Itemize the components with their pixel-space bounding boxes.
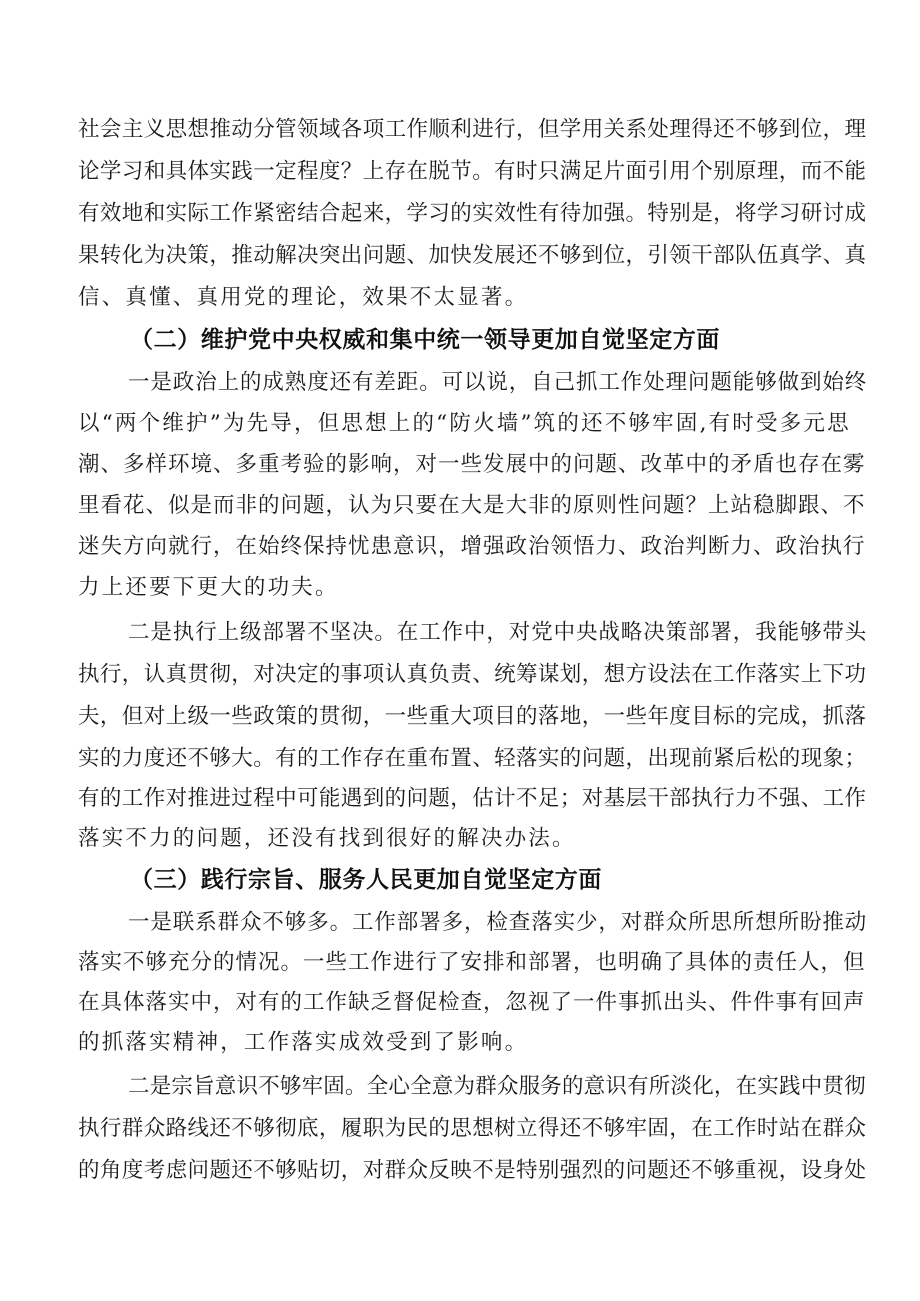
body-line: 一是政治上的成熟度还有差距。可以说，自己抓工作处理问题能够做到始终 [128,370,868,395]
body-line: 信、真懂、真用党的理论，效果不太显著。 [78,285,529,310]
body-line: 夫，但对上级一些政策的贯彻，一些重大项目的落地，一些年度目标的完成，抓落 [78,704,867,729]
body-line: 落实不够充分的情况。一些工作进行了安排和部署，也明确了具体的责任人，但 [78,950,866,975]
body-line: 的角度考虑问题还不够贴切，对群众反映不是特别强烈的问题还不够重视，设身处 [78,1158,867,1183]
body-line: 有效地和实际工作紧密结合起来，学习的实效性有待加强。特别是，将学习研讨成 [78,201,867,226]
body-line: 实的力度还不够大。有的工作存在重布置、轻落实的问题，出现前紧后松的现象； [78,746,867,771]
body-line: 的抓落实精神，工作落实成效受到了影响。 [78,1030,529,1055]
section-heading-2: （二）维护党中央权威和集中统一领导更加自觉坚定方面 [130,327,720,353]
body-line: 果转化为决策，推动解决突出问题、加快发展还不够到位，引领干部队伍真学、真 [78,243,867,268]
body-line: 力上还要下更大的功夫。 [78,575,339,600]
body-line: 执行，认真贯彻，对决定的事项认真负责、统筹谋划，想方设法在工作落实上下功 [78,662,867,687]
body-line: 社会主义思想推动分管领域各项工作顺利进行，但学用关系处理得还不够到位，理 [78,117,867,142]
body-line: 里看花、似是而非的问题，认为只要在大是大非的原则性问题？上站稳脚跟、不 [78,493,866,518]
body-line: 以“两个维护”为先导，但思想上的“防火墙”筑的还不够牢固,有时受多元思 [78,411,851,436]
body-line: 二是宗旨意识不够牢固。全心全意为群众服务的意识有所淡化，在实践中贯彻 [128,1074,866,1099]
body-line: 论学习和具体实践一定程度？上存在脱节。有时只满足片面引用个别原理，而不能 [78,159,867,184]
body-line: 有的工作对推进过程中可能遇到的问题，估计不足；对基层干部执行力不强、工作 [78,786,867,811]
body-line: 二是执行上级部署不坚决。在工作中，对党中央战略决策部署，我能够带头 [128,620,868,645]
body-line: 执行群众路线还不够彻底，履职为民的思想树立得还不够牢固，在工作时站在群众 [78,1116,867,1141]
body-line: 迷失方向就行，在始终保持忧患意识，增强政治领悟力、政治判断力、政治执行 [78,534,866,559]
body-line: 潮、多样环境、多重考验的影响，对一些发展中的问题、改革中的矛盾也存在雾 [78,452,866,477]
body-line: 在具体落实中，对有的工作缺乏督促检查，忽视了一件事抓出头、件件事有回声 [78,990,866,1015]
section-heading-3: （三）践行宗旨、服务人民更加自觉坚定方面 [130,867,602,893]
body-line: 落实不力的问题，还没有找到很好的解决办法。 [78,826,576,851]
body-line: 一是联系群众不够多。工作部署多，检查落实少，对群众所思所想所盼推动 [128,910,868,935]
